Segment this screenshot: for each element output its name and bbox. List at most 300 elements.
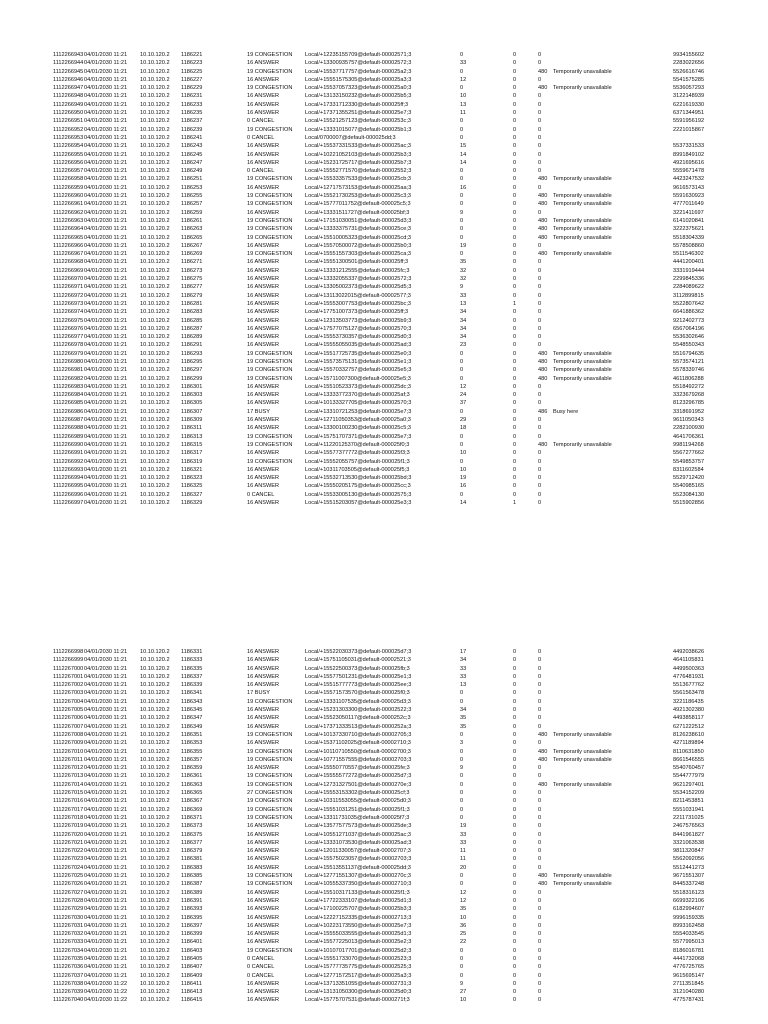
cell-billsec: 0 [513, 748, 517, 755]
cell-sip-code: 0 [538, 939, 542, 946]
cell-phone-number: 4271189894 [673, 740, 704, 747]
cell-sequence-number: 1186397 [181, 922, 203, 929]
cell-sequence-number: 1186339 [181, 682, 203, 689]
cell-channel: Local/+15555577272@default-000025d7;3 [305, 773, 412, 780]
log-row [0, 474, 768, 482]
cell-server-ip: 10.10.120.2 [140, 143, 170, 150]
cell-billsec: 0 [513, 143, 517, 150]
cell-channel: Local/+15231725717@default-000025b7;3 [305, 159, 412, 166]
cell-sequence-number: 1186297 [181, 367, 203, 374]
cell-phone-number: 5578508860 [673, 242, 705, 249]
cell-sip-reason: Temporarily unavailable [553, 375, 612, 382]
cell-billsec: 0 [513, 234, 517, 241]
cell-billsec: 0 [513, 209, 517, 216]
cell-record-id: 1112267006 [53, 715, 84, 722]
cell-record-id: 1112266961 [53, 201, 84, 208]
cell-call-status: 19 CONGESTION [247, 126, 293, 133]
cell-billsec: 0 [513, 806, 517, 813]
cell-channel: Local/+15522500373@default-000025fb;3 [305, 665, 410, 672]
log-row [0, 308, 768, 316]
log-row [0, 250, 768, 258]
cell-billsec: 0 [513, 176, 517, 183]
cell-phone-number: 5534152209 [673, 790, 705, 797]
cell-call-status: 19 CONGESTION [247, 731, 293, 738]
cell-duration: 27 [460, 989, 467, 996]
cell-sip-code: 0 [538, 955, 542, 962]
cell-sip-reason: Temporarily unavailable [553, 881, 612, 888]
cell-channel: Local/+12235155709@default-00002571;3 [305, 52, 412, 58]
cell-billsec: 0 [513, 458, 517, 465]
cell-sip-code: 0 [538, 93, 542, 100]
cell-server-ip: 10.10.120.2 [140, 707, 170, 714]
cell-duration: 0 [460, 134, 464, 141]
cell-sip-code: 0 [538, 292, 542, 299]
cell-phone-number: 5518304339 [673, 234, 705, 241]
log-row [0, 68, 768, 76]
cell-timestamp: 04/01/2030 11:21 [84, 309, 128, 316]
cell-call-status: 16 ANSWER [247, 383, 280, 390]
log-row [0, 408, 768, 416]
cell-sequence-number: 1186383 [181, 864, 203, 871]
log-row [0, 938, 768, 946]
log-row [0, 109, 768, 117]
cell-server-ip: 10.10.120.2 [140, 259, 170, 266]
cell-duration: 11 [460, 110, 466, 117]
cell-sequence-number: 1186365 [181, 790, 203, 797]
cell-duration: 0 [460, 881, 464, 888]
cell-sip-code: 0 [538, 417, 542, 424]
cell-record-id: 1112267001 [53, 673, 84, 680]
cell-timestamp: 04/01/2030 11:21 [84, 897, 128, 904]
cell-sequence-number: 1186359 [181, 765, 203, 772]
cell-record-id: 1112266951 [53, 118, 84, 125]
cell-billsec: 0 [513, 60, 517, 67]
cell-record-id: 1112266994 [53, 475, 84, 482]
log-row [0, 375, 768, 383]
cell-sip-code: 0 [538, 657, 542, 664]
cell-phone-number: 4776481931 [673, 673, 705, 680]
cell-billsec: 0 [513, 68, 517, 75]
cell-phone-number: 2211731025 [673, 814, 704, 821]
cell-billsec: 0 [513, 342, 517, 349]
log-row [0, 217, 768, 225]
cell-billsec: 0 [513, 964, 517, 971]
cell-record-id: 1112267025 [53, 873, 84, 880]
cell-sequence-number: 1186237 [181, 118, 203, 125]
cell-phone-number: 3222375621 [673, 226, 705, 233]
cell-channel: Local/+15751105031@default-00002521;3 [305, 657, 411, 664]
cell-server-ip: 10.10.120.2 [140, 193, 170, 200]
log-row [0, 267, 768, 275]
cell-duration: 12 [460, 889, 467, 896]
cell-channel: Local/+10555337350@default-00002710;3 [305, 881, 412, 888]
cell-duration: 9 [460, 765, 464, 772]
cell-record-id: 1112266958 [53, 176, 84, 183]
cell-timestamp: 04/01/2030 11:21 [84, 93, 128, 100]
cell-channel: Local/+13332055337@default-00002572;3 [305, 276, 412, 283]
cell-sip-code: 0 [538, 110, 542, 117]
cell-server-ip: 10.10.120.2 [140, 964, 170, 971]
cell-sequence-number: 1186367 [181, 798, 203, 805]
cell-sip-code: 0 [538, 126, 542, 133]
cell-sip-code: 0 [538, 922, 542, 929]
cell-sip-code: 0 [538, 897, 542, 904]
cell-sip-code: 0 [538, 864, 542, 871]
cell-sequence-number: 1186233 [181, 101, 203, 108]
cell-duration: 0 [460, 226, 464, 233]
cell-record-id: 1112266980 [53, 358, 84, 365]
cell-timestamp: 04/01/2030 11:21 [84, 483, 128, 490]
cell-channel: Local/+10133327705@default-00002570;3 [305, 400, 412, 407]
cell-duration: 13 [460, 101, 467, 108]
cell-sequence-number: 1186317 [181, 450, 203, 457]
log-row [0, 117, 768, 125]
cell-sip-code: 0 [538, 151, 542, 158]
cell-sequence-number: 1186415 [181, 997, 203, 1004]
log-row [0, 424, 768, 432]
cell-sequence-number: 1186261 [181, 217, 203, 224]
cell-record-id: 1112266953 [53, 134, 84, 141]
cell-record-id: 1112267009 [53, 740, 84, 747]
cell-sequence-number: 1186393 [181, 906, 203, 913]
cell-call-status: 16 ANSWER [247, 276, 280, 283]
cell-call-status: 16 ANSWER [247, 309, 280, 316]
cell-billsec: 0 [513, 226, 517, 233]
cell-call-status: 16 ANSWER [247, 922, 280, 929]
cell-phone-number: 8991849102 [673, 151, 705, 158]
log-row [0, 806, 768, 814]
cell-call-status: 16 ANSWER [247, 723, 280, 730]
cell-record-id: 1112266986 [53, 408, 84, 415]
cell-phone-number: 5549853757 [673, 458, 705, 465]
cell-billsec: 0 [513, 690, 517, 697]
log-row [0, 383, 768, 391]
cell-sip-code: 0 [538, 317, 542, 324]
cell-record-id: 1112266967 [53, 251, 84, 258]
cell-channel: Local/+15553007753@default-000025bc;3 [305, 300, 411, 307]
cell-sip-code: 0 [538, 773, 542, 780]
cell-timestamp: 04/01/2030 11:21 [84, 134, 128, 141]
cell-timestamp: 04/01/2030 11:21 [84, 76, 128, 83]
cell-channel: Local/+15521730253@default-000025c3;3 [305, 193, 411, 200]
cell-phone-number: 4441200401 [673, 259, 705, 266]
cell-record-id: 1112266956 [53, 159, 84, 166]
cell-timestamp: 04/01/2030 11:21 [84, 201, 128, 208]
cell-billsec: 0 [513, 914, 517, 921]
cell-sip-code: 480 [538, 881, 548, 888]
cell-channel: Local/+17577075127@default-00002570;3 [305, 325, 412, 332]
cell-channel: Local/+15532713530@default-000025bd;3 [305, 475, 412, 482]
cell-billsec: 0 [513, 814, 517, 821]
cell-billsec: 0 [513, 698, 517, 705]
cell-billsec: 0 [513, 715, 517, 722]
cell-duration: 0 [460, 201, 464, 208]
cell-call-status: 16 ANSWER [247, 267, 280, 274]
cell-channel: Local/+15533005130@default-00002575;3 [305, 491, 412, 498]
cell-sequence-number: 1186345 [181, 707, 203, 714]
cell-sip-code: 0 [538, 383, 542, 390]
log-row [0, 930, 768, 938]
cell-duration: 15 [460, 143, 467, 150]
cell-record-id: 1112267004 [53, 698, 84, 705]
cell-server-ip: 10.10.120.2 [140, 350, 170, 357]
cell-sip-code: 480 [538, 201, 548, 208]
cell-billsec: 0 [513, 989, 517, 996]
log-row [0, 242, 768, 250]
cell-timestamp: 04/01/2030 11:21 [84, 972, 128, 979]
cell-channel: Local/+15555055035@default-000025ad;3 [305, 342, 412, 349]
cell-record-id: 1112266954 [53, 143, 84, 150]
cell-timestamp: 04/01/2030 11:21 [84, 193, 128, 200]
cell-timestamp: 04/01/2030 11:21 [84, 151, 128, 158]
cell-record-id: 1112266978 [53, 342, 84, 349]
cell-sip-code: 0 [538, 889, 542, 896]
cell-duration: 22 [460, 939, 467, 946]
cell-timestamp: 04/01/2030 11:21 [84, 856, 128, 863]
cell-record-id: 1112266976 [53, 325, 84, 332]
cell-sip-code: 480 [538, 251, 548, 258]
cell-timestamp: 04/01/2030 11:21 [84, 964, 128, 971]
cell-record-id: 1112266989 [53, 433, 84, 440]
cell-sip-code: 0 [538, 814, 542, 821]
cell-duration: 25 [460, 931, 467, 938]
cell-channel: Local/+13713351055@default-00002731;3 [305, 980, 412, 987]
log-row [0, 366, 768, 374]
cell-channel: Local/+15513551137@default-000025dd;3 [305, 864, 411, 871]
cell-sip-code: 0 [538, 839, 542, 846]
cell-timestamp: 04/01/2030 11:21 [84, 665, 128, 672]
cell-sip-code: 0 [538, 848, 542, 855]
cell-record-id: 1112266973 [53, 300, 84, 307]
cell-server-ip: 10.10.120.2 [140, 748, 170, 755]
cell-sip-reason: Temporarily unavailable [553, 748, 612, 755]
cell-server-ip: 10.10.120.2 [140, 425, 170, 432]
cell-server-ip: 10.10.120.2 [140, 972, 170, 979]
cell-call-status: 16 ANSWER [247, 392, 280, 399]
cell-sequence-number: 1186223 [181, 60, 203, 67]
cell-sip-reason: Temporarily unavailable [553, 441, 612, 448]
cell-billsec: 0 [513, 649, 517, 655]
cell-server-ip: 10.10.120.2 [140, 101, 170, 108]
log-row [0, 980, 768, 988]
cell-sip-code: 480 [538, 873, 548, 880]
cell-record-id: 1112266943 [53, 52, 84, 58]
cell-timestamp: 04/01/2030 11:21 [84, 491, 128, 498]
cell-call-status: 16 ANSWER [247, 831, 280, 838]
cell-sequence-number: 1186363 [181, 781, 203, 788]
cell-phone-number: 6641886362 [673, 309, 705, 316]
cell-channel: Local/+15510523373@default-000025dc;3 [305, 383, 411, 390]
cell-call-status: 16 ANSWER [247, 939, 280, 946]
cell-server-ip: 10.10.120.2 [140, 475, 170, 482]
cell-billsec: 0 [513, 673, 517, 680]
cell-timestamp: 04/01/2030 11:21 [84, 475, 128, 482]
cell-channel: Local/+17151030051@default-000025d3;3 [305, 217, 412, 224]
cell-channel: Local/+15575023057@default-00002703;3 [305, 856, 412, 863]
cell-billsec: 0 [513, 184, 517, 191]
cell-billsec: 0 [513, 939, 517, 946]
log-row [0, 731, 768, 739]
cell-duration: 13 [460, 682, 467, 689]
cell-channel: Local/+13331107535@default-000025d3;3 [305, 698, 411, 705]
cell-sip-code: 0 [538, 334, 542, 341]
cell-timestamp: 04/01/2030 11:21 [84, 881, 128, 888]
cell-call-status: 16 ANSWER [247, 864, 280, 871]
cell-phone-number: 5540985165 [673, 483, 705, 490]
cell-timestamp: 04/01/2030 11:21 [84, 300, 128, 307]
log-row [0, 84, 768, 92]
cell-record-id: 1112266950 [53, 110, 84, 117]
cell-phone-number: 5522807642 [673, 300, 705, 307]
cell-record-id: 1112267036 [53, 964, 84, 971]
cell-sequence-number: 1186247 [181, 159, 203, 166]
cell-call-status: 19 CONGESTION [247, 176, 293, 183]
cell-timestamp: 04/01/2030 11:21 [84, 873, 128, 880]
cell-record-id: 1112266969 [53, 267, 84, 274]
log-row [0, 275, 768, 283]
cell-billsec: 0 [513, 707, 517, 714]
cell-sequence-number: 1186369 [181, 806, 203, 813]
cell-duration: 0 [460, 358, 464, 365]
cell-billsec: 0 [513, 491, 517, 498]
cell-channel: Local/+17751007373@default-000025ff;3 [305, 309, 409, 316]
cell-timestamp: 04/01/2030 11:21 [84, 715, 128, 722]
cell-sequence-number: 1186377 [181, 839, 203, 846]
cell-phone-number: 5561563478 [673, 690, 705, 697]
log-row [0, 723, 768, 731]
cell-call-status: 16 ANSWER [247, 823, 280, 830]
cell-record-id: 1112267021 [53, 839, 84, 846]
cell-billsec: 0 [513, 242, 517, 249]
log-row [0, 789, 768, 797]
cell-record-id: 1112266960 [53, 193, 84, 200]
cell-server-ip: 10.10.120.2 [140, 441, 170, 448]
cell-phone-number: 5562092056 [673, 856, 705, 863]
cell-sip-code: 0 [538, 400, 542, 407]
cell-channel: Local/+15523050117@default-0000252c;3 [305, 715, 411, 722]
cell-sequence-number: 1186229 [181, 85, 203, 92]
cell-sequence-number: 1186275 [181, 276, 203, 283]
cell-sip-code: 0 [538, 707, 542, 714]
cell-sip-code: 0 [538, 433, 542, 440]
cell-timestamp: 04/01/2030 11:21 [84, 698, 128, 705]
cell-timestamp: 04/01/2030 11:21 [84, 383, 128, 390]
cell-channel: Local/+15551557303@default-000025ca;3 [305, 251, 411, 258]
cell-channel: Local/+13333375731@default-000025ce;3 [305, 226, 411, 233]
cell-channel: Local/+12011330057@default-00002707;3 [305, 848, 411, 855]
cell-channel: Local/+15533357533@default-000025cb;3 [305, 176, 411, 183]
cell-timestamp: 04/01/2030 11:21 [84, 673, 128, 680]
cell-duration: 36 [460, 922, 467, 929]
cell-sip-code: 0 [538, 947, 542, 954]
cell-duration: 33 [460, 665, 467, 672]
log-row [0, 847, 768, 855]
cell-channel: Local/+10223173550@default-000025e7;3 [305, 922, 412, 929]
cell-record-id: 1112266975 [53, 317, 84, 324]
cell-billsec: 0 [513, 425, 517, 432]
cell-record-id: 1112267035 [53, 955, 84, 962]
cell-sip-code: 0 [538, 276, 542, 283]
cell-duration: 34 [460, 317, 467, 324]
log-row [0, 167, 768, 175]
cell-billsec: 0 [513, 110, 517, 117]
cell-phone-number: 4776725765 [673, 964, 705, 971]
cell-sip-code: 480 [538, 358, 548, 365]
cell-record-id: 1112266991 [53, 450, 84, 457]
cell-sequence-number: 1186289 [181, 334, 203, 341]
cell-duration: 3 [460, 740, 464, 747]
log-row [0, 814, 768, 822]
cell-server-ip: 10.10.120.2 [140, 408, 170, 415]
cell-duration: 0 [460, 806, 464, 813]
cell-phone-number: 8445337248 [673, 881, 705, 888]
cell-channel: Local/+15551733070@default-00002523;3 [305, 955, 412, 962]
cell-sequence-number: 1186349 [181, 723, 203, 730]
cell-sequence-number: 1186351 [181, 731, 203, 738]
cell-channel: Local/+13331073530@default-000025ad;3 [305, 839, 412, 846]
cell-sequence-number: 1186277 [181, 284, 203, 291]
cell-duration: 0 [460, 433, 464, 440]
cell-timestamp: 04/01/2030 11:21 [84, 276, 128, 283]
cell-phone-number: 2467576563 [673, 823, 705, 830]
cell-timestamp: 04/01/2030 11:21 [84, 184, 128, 191]
cell-billsec: 0 [513, 284, 517, 291]
cell-server-ip: 10.10.120.2 [140, 217, 170, 224]
cell-server-ip: 10.10.120.2 [140, 682, 170, 689]
log-row [0, 350, 768, 358]
cell-timestamp: 04/01/2030 11:21 [84, 118, 128, 125]
cell-duration: 34 [460, 657, 467, 664]
cell-server-ip: 10.10.120.2 [140, 52, 170, 58]
cell-call-status: 16 ANSWER [247, 334, 280, 341]
cell-call-status: 16 ANSWER [247, 284, 280, 291]
cell-record-id: 1112267002 [53, 682, 84, 689]
cell-call-status: 19 CONGESTION [247, 433, 293, 440]
cell-channel: Local/+15550770557@default-000025fe;3 [305, 765, 410, 772]
cell-timestamp: 04/01/2030 11:21 [84, 126, 128, 133]
cell-sequence-number: 1186257 [181, 201, 203, 208]
cell-sip-code: 0 [538, 856, 542, 863]
cell-duration: 35 [460, 259, 467, 266]
cell-phone-number: 3331919444 [673, 267, 705, 274]
cell-phone-number: 3323679268 [673, 392, 705, 399]
cell-sequence-number: 1186323 [181, 475, 203, 482]
cell-phone-number: 4611806288 [673, 375, 704, 382]
cell-duration: 0 [460, 251, 464, 258]
log-row [0, 689, 768, 697]
cell-sequence-number: 1186243 [181, 143, 203, 150]
cell-call-status: 16 ANSWER [247, 143, 280, 150]
cell-duration: 0 [460, 491, 464, 498]
cell-timestamp: 04/01/2030 11:21 [84, 707, 128, 714]
log-row [0, 673, 768, 681]
cell-call-status: 0 CANCEL [247, 972, 275, 979]
cell-billsec: 0 [513, 931, 517, 938]
cell-phone-number: 8441961827 [673, 831, 705, 838]
cell-duration: 13 [460, 300, 467, 307]
cell-billsec: 0 [513, 731, 517, 738]
cell-duration: 0 [460, 126, 464, 133]
cell-call-status: 16 ANSWER [247, 110, 280, 117]
cell-phone-number: 5518316123 [673, 889, 705, 896]
cell-server-ip: 10.10.120.2 [140, 159, 170, 166]
cell-record-id: 1112266964 [53, 226, 84, 233]
cell-billsec: 0 [513, 317, 517, 324]
cell-channel: Local/+15573575131@default-000025e1;3 [305, 358, 412, 365]
cell-sip-code: 480 [538, 756, 548, 763]
cell-timestamp: 04/01/2030 11:21 [84, 765, 128, 772]
log-row [0, 831, 768, 839]
